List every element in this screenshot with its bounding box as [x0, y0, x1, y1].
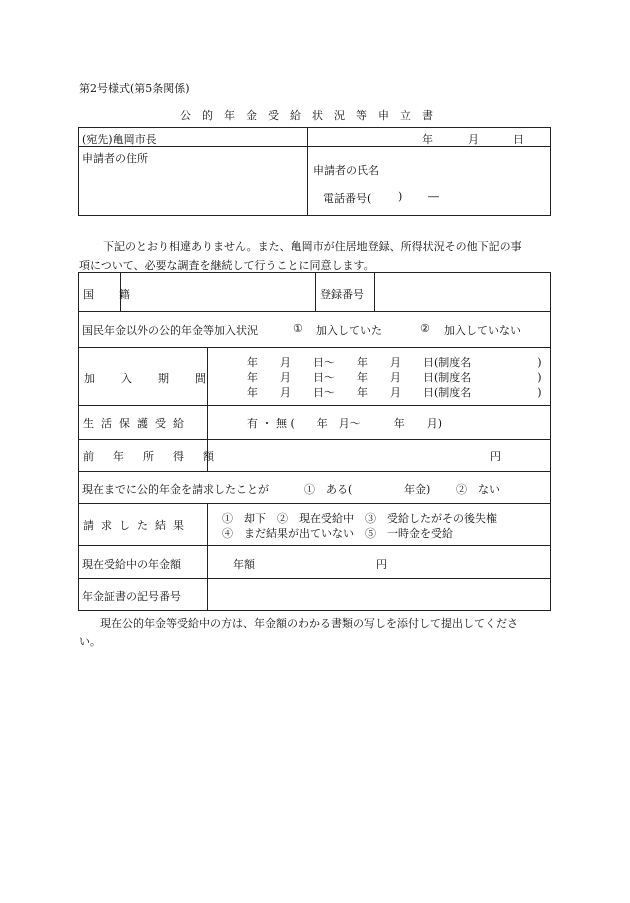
divider	[374, 272, 375, 311]
result-line2[interactable]: ④ まだ結果が出ていない ⑤ 一時金を受給	[222, 527, 453, 540]
pension-opt2-num[interactable]: ②	[420, 322, 430, 335]
claim-opt1-mid: 年金)	[404, 483, 431, 496]
period-line-2[interactable]: 年 月 日～ 年 月 日(制度名 )	[247, 371, 542, 384]
divider	[78, 439, 551, 440]
current-unit: 円	[376, 558, 387, 571]
divider	[78, 545, 551, 546]
divider	[78, 578, 551, 579]
period-line-3[interactable]: 年 月 日～ 年 月 日(制度名 )	[247, 386, 542, 399]
welfare-label: 生活保護受給	[83, 417, 191, 430]
current-annual: 年額	[233, 558, 255, 571]
address-label: 申請者の住所	[82, 152, 148, 165]
income-label: 前年所得額	[83, 450, 233, 463]
divider	[315, 272, 316, 311]
claim-opt2[interactable]: ② ない	[456, 483, 500, 496]
welfare-value[interactable]: 有 ・ 無 ( 年 月～ 年 月)	[247, 417, 443, 430]
divider	[78, 347, 551, 348]
divider	[207, 503, 208, 611]
divider	[78, 311, 551, 312]
date-year[interactable]: 年	[422, 133, 433, 146]
nationality-label: 国 籍	[83, 288, 137, 301]
registration-label: 登録番号	[320, 288, 364, 301]
form-id: 第2号様式(第5条関係)	[79, 82, 190, 95]
footer-note-line1: 現在公的年金等受給中の方は、年金額のわかる書類の写しを添付して提出してくださ	[100, 617, 518, 630]
certificate-label: 年金証書の記号番号	[82, 590, 181, 603]
result-line1[interactable]: ① 却下 ② 現在受給中 ③ 受給したがその後失権	[222, 512, 497, 525]
phone-label: 電話番号(	[323, 192, 372, 205]
pension-opt1[interactable]: 加入していた	[316, 324, 382, 337]
phone-dash: ―	[428, 190, 439, 203]
income-unit: 円	[490, 450, 501, 463]
pension-opt2[interactable]: 加入していない	[444, 324, 521, 337]
statement-line1: 下記のとおり相違ありません。また、亀岡市が住居地登録、所得状況その他下記の事	[103, 240, 522, 253]
current-label: 現在受給中の年金額	[82, 558, 181, 571]
divider	[78, 503, 551, 504]
addressee: (宛先)亀岡市長	[82, 133, 157, 146]
divider	[78, 405, 551, 406]
period-line-1[interactable]: 年 月 日～ 年 月 日(制度名 )	[247, 356, 542, 369]
date-day[interactable]: 日	[513, 133, 524, 146]
pension-opt1-num[interactable]: ①	[293, 322, 303, 335]
divider	[78, 471, 551, 472]
date-month[interactable]: 月	[468, 133, 479, 146]
statement-line2: 項について、必要な調査を継続して行うことに同意します。	[79, 259, 375, 272]
divider	[307, 127, 308, 216]
result-label: 請求した結果	[83, 519, 191, 532]
footer-note-line2: い。	[79, 635, 101, 648]
name-label: 申請者の氏名	[313, 164, 379, 177]
pension-other-label: 国民年金以外の公的年金等加入状況	[82, 324, 258, 337]
page-title: 公的年金受給状況等申立書	[180, 109, 444, 122]
phone-paren-close: )	[398, 190, 403, 203]
period-label: 加入期間	[84, 372, 232, 385]
claim-label: 現在までに公的年金を請求したことが	[82, 483, 269, 496]
claim-opt1[interactable]: ① ある(	[304, 483, 353, 496]
